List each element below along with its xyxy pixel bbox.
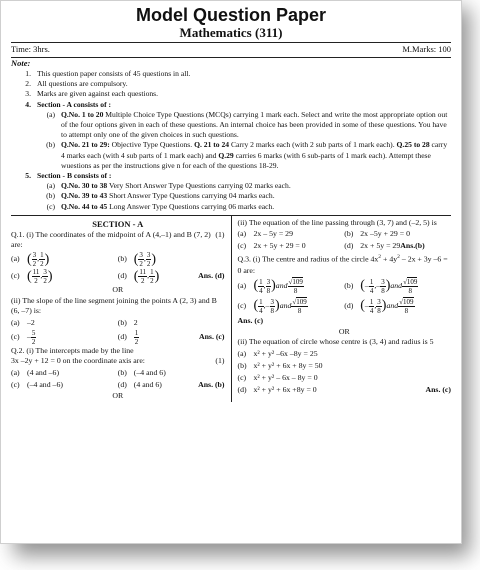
instruction-num: 3. [25,89,31,99]
denominator: 2 [34,277,38,286]
option-value: 2 [133,317,138,327]
sub-bold: Q.No. 30 to 38 [61,181,108,191]
option-value: (4 and –6) [27,367,60,377]
denominator: 4 [369,286,374,295]
option-c: (c) ( $\frac{1}{4}$ , – $\frac{3}{8}$ ) and $\frac{√109}{8}$ [237,297,307,315]
option-b: (b) ( – $\frac{1}{4}$ , – $\frac{3}{8}$ ) and $\frac{√109}{8}$ [344,277,418,295]
fraction [138,251,144,268]
and-word: and [386,300,399,310]
fraction [258,298,264,315]
fraction [32,268,41,285]
option-a: (a) ( $\frac{3}{2}$ , $\frac{1}{2}$ ) [11,251,50,269]
sub-bold: Q.25 to 28 [396,140,430,150]
sign: – [364,300,369,310]
numerator: 1 [150,268,154,277]
option-label: (d) [117,271,127,281]
question-1 [11,230,225,251]
option-b [118,368,225,379]
denominator: 2 [139,260,143,269]
instruction-text: All questions are compulsory. [37,79,128,89]
option-c [238,241,345,252]
option-label: (a) [237,280,247,290]
fraction [258,278,264,295]
option-label: (a) [237,229,247,239]
numerator: 1 [40,251,44,260]
note-heading: Note: [11,58,31,68]
question-marks: (1) [215,356,225,366]
superscript: 2 [378,254,382,261]
denominator: 8 [404,306,409,315]
answer-label: Ans. (c) [198,332,225,342]
option-b [344,229,451,240]
option-a [11,368,118,379]
option-label: (c) [237,241,247,251]
denominator: 2 [150,277,154,286]
option-d: (d) ( – $\frac{1}{4}$ , $\frac{3}{8}$ ) and $\frac{√109}{8}$ [344,297,414,315]
option-label: (a) [11,254,20,264]
paren: ) [381,298,387,314]
denominator: 8 [381,286,385,295]
sub-text [61,202,451,212]
sub-bold: Q.29 [218,150,234,160]
radicand: 109 [292,277,303,286]
option-value: (4 and 6) [133,379,162,389]
option-d [118,329,225,346]
option-label: (c) [11,332,20,342]
denominator: 8 [377,306,381,315]
and-word: and [390,280,403,290]
sub-text [61,110,451,141]
answer-label: Ans. (b) [198,379,225,389]
paren: ( [27,268,32,284]
option-value: 2x + 5y + 29 = 0 [253,241,306,251]
denominator: 8 [270,306,275,315]
paren: ( [360,298,365,314]
option-label: (b) [117,367,127,377]
fraction [138,268,147,285]
option-b [118,318,225,329]
sub-rest: Long Answer Type Questions carrying 06 marks each. [107,201,275,211]
sub-bold: Q. 21 to 24 [194,140,230,150]
paren: ) [47,268,53,284]
option-d: (d) ( $\frac{11}{2}$ , $\frac{1}{2}$ ) Ans. (d) [117,268,225,286]
fraction [134,329,140,346]
sub-label: (c) [46,201,55,211]
option-value: (–4 and 6) [133,367,166,377]
sub-text [61,181,451,191]
denominator: 2 [32,260,37,269]
question-3 [238,252,452,276]
question-2-eq [11,356,225,367]
numerator: √109 [292,297,307,306]
instruction-item [11,171,451,181]
paren: ( [27,251,32,267]
question-columns [11,215,451,402]
denominator: 8 [297,306,302,315]
sub-label: (a) [46,109,55,119]
answer-label: Ans. (d) [198,271,225,281]
instruction-num: 2. [25,79,31,89]
option-label: (c) [237,300,247,310]
options-row [238,276,452,296]
time-label: Time: 3hrs. [11,44,50,54]
paren: ( [133,268,139,284]
numerator: 3 [146,251,151,260]
fraction [398,298,414,315]
instruction-text: This question paper consists of 45 questions in all. [37,69,191,78]
sign: – [27,332,31,342]
question-text: Q.3. (i) The centre and radius of the circle 4x [237,255,379,265]
option-label: (d) [344,241,354,251]
section-a-item-b [11,140,451,171]
instructions-list [11,69,451,212]
answer-label: Ans. (c) [237,316,264,326]
marks-label: M.Marks: 100 [402,44,451,54]
option-label: (b) [344,229,354,239]
paren: ) [44,251,50,267]
numerator: √109 [403,277,418,286]
denominator: 8 [408,286,412,295]
question-1-ii: (ii) The slope of the line segment joining the points A (2, 3) and B (6, –7) is: [11,295,217,316]
question-text: 3x –2y + 12 = 0 on the coordinate axis are: [11,356,145,366]
sub-bold: Q.No. 39 to 43 [61,191,108,201]
option-label: (d) [344,300,354,310]
option-b: (b) ( $\frac{3}{2}$ , $\frac{3}{2}$ ) [117,251,157,269]
and-word: and [275,280,288,290]
sub-label: (b) [46,140,55,150]
sub-bold: Q.No. 1 to 20 [61,109,104,119]
numerator: 3 [381,277,385,286]
denominator: 8 [293,286,298,295]
paren: ) [385,278,391,294]
option-label: (d) [237,384,247,394]
option-label: (a) [237,348,247,358]
paper-subject: Mathematics (311) [179,25,283,40]
numerator: 1 [369,297,374,306]
question-3-ii: (ii) The equation of circle whose centre is (3, 4) and radius is 5 [237,337,434,347]
answer-label: Ans.(b) [400,241,425,251]
option-d [118,380,225,391]
option-label: (a) [11,367,20,377]
numerator: 1 [134,328,139,337]
or-divider: OR [112,391,124,400]
paren: ) [154,268,160,284]
instruction-num: 5. [25,171,31,181]
paren: ( [253,298,259,314]
options-row [11,379,225,391]
denominator: 2 [31,337,36,346]
options-row [11,329,225,346]
numerator: 3 [266,277,271,286]
paren: ( [133,251,139,267]
denominator: 2 [40,260,44,269]
answer-label: Ans. (c) [425,384,451,394]
fraction [32,251,38,268]
right-column [232,216,452,402]
instruction-text: Section - B consists of : [37,171,112,181]
sub-text [61,140,451,171]
section-a-item-a [11,110,451,141]
section-b-item-a [11,181,451,191]
option-value: x² + y² + 6x + 8y = 50 [253,360,323,370]
option-label: (d) [117,332,127,342]
numerator: 1 [259,277,263,286]
paren: ) [275,298,280,314]
options-row [238,296,452,316]
options-row [11,251,225,268]
option-a [11,318,118,329]
options-row [11,268,225,285]
left-column [11,216,232,402]
or-divider: OR [112,285,124,295]
option-c: (c) ( $\frac{11}{2}$ , $\frac{3}{2}$ ) [11,268,53,286]
sign: – [265,300,270,310]
numerator: 1 [259,297,263,306]
paren: ( [253,278,259,294]
paper-title: Model Question Paper [135,5,327,25]
instruction-text: Marks are given against each questions. [37,89,159,99]
numerator: 3 [32,251,37,260]
question-2: Q.2. (i) The intercepts made by the line [11,345,134,355]
numerator: 11 [139,268,147,277]
fraction [291,298,307,315]
sub-rest: Objective Type Questions. [109,140,195,150]
option-value: x² + y² –6x –8y = 25 [253,348,318,358]
paren: ) [151,251,157,267]
option-d [238,384,452,396]
option-label: (b) [117,254,127,264]
and-word: and [279,300,292,310]
numerator: 3 [377,297,381,306]
sub-label: (a) [46,181,55,191]
radicand: 109 [406,277,418,286]
numerator: √109 [399,297,414,306]
option-c [238,372,452,384]
denominator: 2 [141,277,145,286]
instruction-num: 1. [25,69,31,78]
numerator: √109 [288,277,303,286]
option-b [238,360,452,372]
denominator: 4 [369,306,374,315]
numerator: 3 [43,268,47,277]
section-b-item-c [11,202,451,212]
question-2-ii: (ii) The equation of the line passing through (3, 7) and (–2, 5) is [237,217,437,227]
option-a: (a) ( $\frac{1}{4}$ , $\frac{3}{8}$ ) and $\frac{√109}{8}$ [237,277,303,295]
sub-bold: Q.No. 44 to 45 [61,201,108,211]
option-label: (c) [237,372,247,382]
option-label: (a) [11,317,20,327]
question-text: Q.1. (i) The coordinates of the midpoint of A (4,–1) and B (7, 2) are: [11,229,211,250]
option-value: (–4 and –6) [27,379,63,389]
instruction-text: Section - A consists of : [37,99,112,109]
question-text: – 2x + 3y –6 = 0 are: [237,255,448,275]
option-a [238,348,452,360]
denominator: 2 [43,277,47,286]
fraction [31,329,37,346]
sub-rest: carry 4 marks each (with 4 sub parts of 1 mark each) and [61,140,448,160]
denominator: 2 [134,337,139,346]
option-label: (b) [344,280,354,290]
instruction-item [11,69,451,79]
sub-rest: Short Answer Type Questions carrying 04 marks each. [107,191,275,201]
option-value: –2 [27,317,35,327]
paren: ) [271,278,276,294]
question-text: + 4y [381,255,398,265]
option-label: (b) [237,360,247,370]
sub-rest: Carry 2 marks each (with 2 sub parts of 1 mark each). [229,140,397,150]
denominator: 2 [146,260,151,269]
sub-rest: carries 6 marks (with 6 sub-parts of 1 mark each). Attempt these wuestions as per the instructions give n for each of the questions 18-29. [61,150,431,170]
option-c [11,380,118,391]
sub-label: (b) [46,191,55,201]
instruction-item [11,79,451,89]
option-value: 2x + 5y = 29 [360,241,401,251]
option-label: (c) [11,379,20,389]
sub-text [61,191,451,201]
radicand: 109 [403,297,414,306]
numerator: 3 [139,251,143,260]
option-d [344,241,451,252]
sub-rest: Multiple Choice Type Questions (MCQs) carrying 1 mark each. Select and write the most appropriate option out of the four options given in each of these questions. An internal choice has been provided in some of these questions. You have to attempt only one of the given choices in such questions. [61,109,448,140]
fraction [402,278,418,295]
options-row [11,367,225,379]
paren: ( [360,278,365,294]
section-b-item-b [11,191,451,201]
sign: – [364,280,369,290]
fraction [369,278,375,295]
question-marks: (1) [215,229,225,239]
paper-meta [11,43,451,55]
options-row [238,228,452,240]
instruction-num: 4. [25,99,31,109]
numerator: 1 [369,277,374,286]
option-c [11,329,118,346]
or-divider: OR [338,326,350,336]
option-label: (b) [117,317,127,327]
radicand: 109 [296,297,307,306]
options-row [238,240,452,252]
numerator: 3 [270,297,275,306]
options-row [11,317,225,329]
option-label: (d) [117,379,127,389]
denominator: 8 [266,286,271,295]
section-a-heading: SECTION - A [92,218,144,229]
instruction-item [11,89,451,99]
option-a [238,229,345,240]
fraction [288,278,304,295]
option-value: 2x –5y + 29 = 0 [360,229,410,239]
denominator: 4 [259,306,263,315]
option-label: (c) [11,271,20,281]
sign: – [376,280,381,290]
sub-bold: Q.No. 21 to 29: [61,140,110,150]
option-value: x² + y² – 6x – 8y = 0 [253,372,318,382]
instruction-item [11,100,451,110]
option-value: x² + y² + 6x +8y = 0 [253,384,317,394]
denominator: 4 [259,286,263,295]
option-value: 2x – 5y = 29 [253,229,293,239]
fraction [369,298,375,315]
sub-rest: Very Short Answer Type Questions carrying 02 marks each. [107,181,291,191]
superscript: 2 [397,254,400,261]
numerator: 5 [31,328,36,337]
numerator: 11 [32,268,40,277]
